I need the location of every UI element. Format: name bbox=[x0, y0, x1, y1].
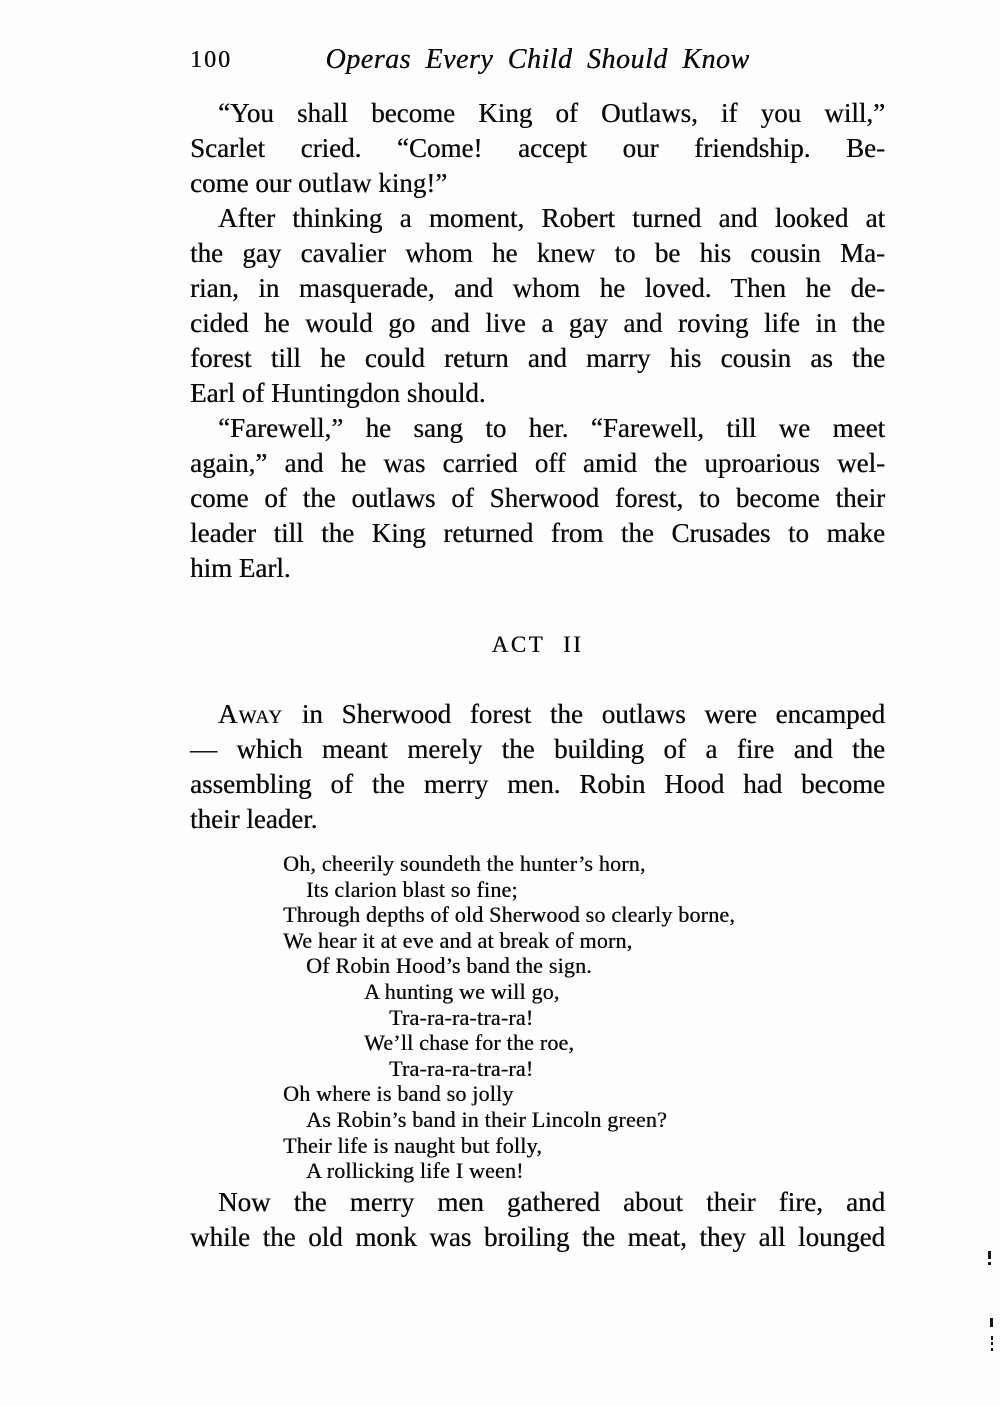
text-line: Earl of Huntingdon should. bbox=[190, 378, 486, 408]
paragraph bbox=[190, 411, 885, 586]
verse-line: Oh where is band so jolly bbox=[283, 1081, 514, 1107]
act-heading: ACT II bbox=[491, 632, 584, 657]
text-line: rian, in masquerade, and whom he loved. Then he de- bbox=[190, 273, 885, 303]
prose-block-continued bbox=[190, 1185, 885, 1255]
verse-line: Oh, cheerily soundeth the hunter’s horn, bbox=[283, 851, 646, 876]
verse-line: Of Robin Hood’s band the sign. bbox=[306, 953, 592, 979]
page-header bbox=[190, 44, 885, 76]
text-line: while the old monk was broiling the meat, they all lounged bbox=[190, 1222, 885, 1252]
text-line: After thinking a moment, Robert turned and looked at bbox=[218, 203, 885, 233]
text-line: assembling of the merry men. Robin Hood had become bbox=[190, 769, 885, 799]
paragraph bbox=[190, 1185, 885, 1255]
verse-line: Tra-ra-ra-tra-ra! bbox=[389, 1055, 534, 1081]
verse-line: As Robin’s band in their Lincoln green? bbox=[306, 1106, 667, 1132]
scan-artifact bbox=[991, 1348, 993, 1351]
paragraph bbox=[190, 201, 885, 411]
verse-line: A hunting we will go, bbox=[364, 978, 560, 1004]
text-line: Scarlet cried. “Come! accept our friendship. Be- bbox=[190, 133, 885, 163]
running-title: Operas Every Child Should Know bbox=[325, 44, 750, 75]
text-line: “You shall become King of Outlaws, if you will,” bbox=[218, 98, 885, 128]
paragraph bbox=[190, 697, 885, 837]
scan-artifact bbox=[991, 1336, 993, 1340]
text-line: forest till he could return and marry his cousin as the bbox=[190, 343, 885, 373]
prose-block-act1 bbox=[190, 96, 885, 586]
scan-artifact bbox=[990, 1318, 993, 1327]
small-caps-lead: Away bbox=[218, 699, 284, 729]
text-line: come of the outlaws of Sherwood forest, to become their bbox=[190, 483, 885, 513]
verse-line: Its clarion blast so fine; bbox=[306, 876, 518, 902]
text-line: the gay cavalier whom he knew to be his cousin Ma- bbox=[190, 238, 885, 268]
text-line: again,” and he was carried off amid the uproarious wel- bbox=[190, 448, 885, 478]
text-line: leader till the King returned from the Crusades to make bbox=[190, 518, 885, 548]
verse-line: Their life is naught but folly, bbox=[283, 1132, 542, 1158]
verse-line: A rollicking life I ween! bbox=[306, 1158, 524, 1184]
text-line: cided he would go and live a gay and roving life in the bbox=[190, 308, 885, 338]
text-line: him Earl. bbox=[190, 553, 291, 583]
song-verse bbox=[283, 851, 735, 1184]
text-line: Now the merry men gathered about their fire, and bbox=[218, 1187, 885, 1217]
verse-line: We’ll chase for the roe, bbox=[364, 1030, 575, 1056]
text-line: — which meant merely the building of a fire and the bbox=[190, 734, 885, 764]
page-number: 100 bbox=[190, 47, 232, 73]
scan-artifact bbox=[991, 1342, 993, 1345]
prose-block-act2 bbox=[190, 697, 885, 837]
verse-line: We hear it at eve and at break of morn, bbox=[283, 927, 633, 953]
text-line: “Farewell,” he sang to her. “Farewell, till we meet bbox=[218, 413, 885, 443]
text-line: Away in Sherwood forest the outlaws were encamped bbox=[218, 699, 885, 729]
text-line: come our outlaw king!” bbox=[190, 168, 448, 198]
scan-artifact bbox=[988, 1251, 991, 1259]
verse-line: Tra-ra-ra-tra-ra! bbox=[389, 1004, 534, 1030]
scan-artifact bbox=[988, 1262, 991, 1265]
text-line: their leader. bbox=[190, 804, 318, 834]
verse-line: Through depths of old Sherwood so clearly borne, bbox=[283, 902, 735, 928]
paragraph bbox=[190, 96, 885, 201]
